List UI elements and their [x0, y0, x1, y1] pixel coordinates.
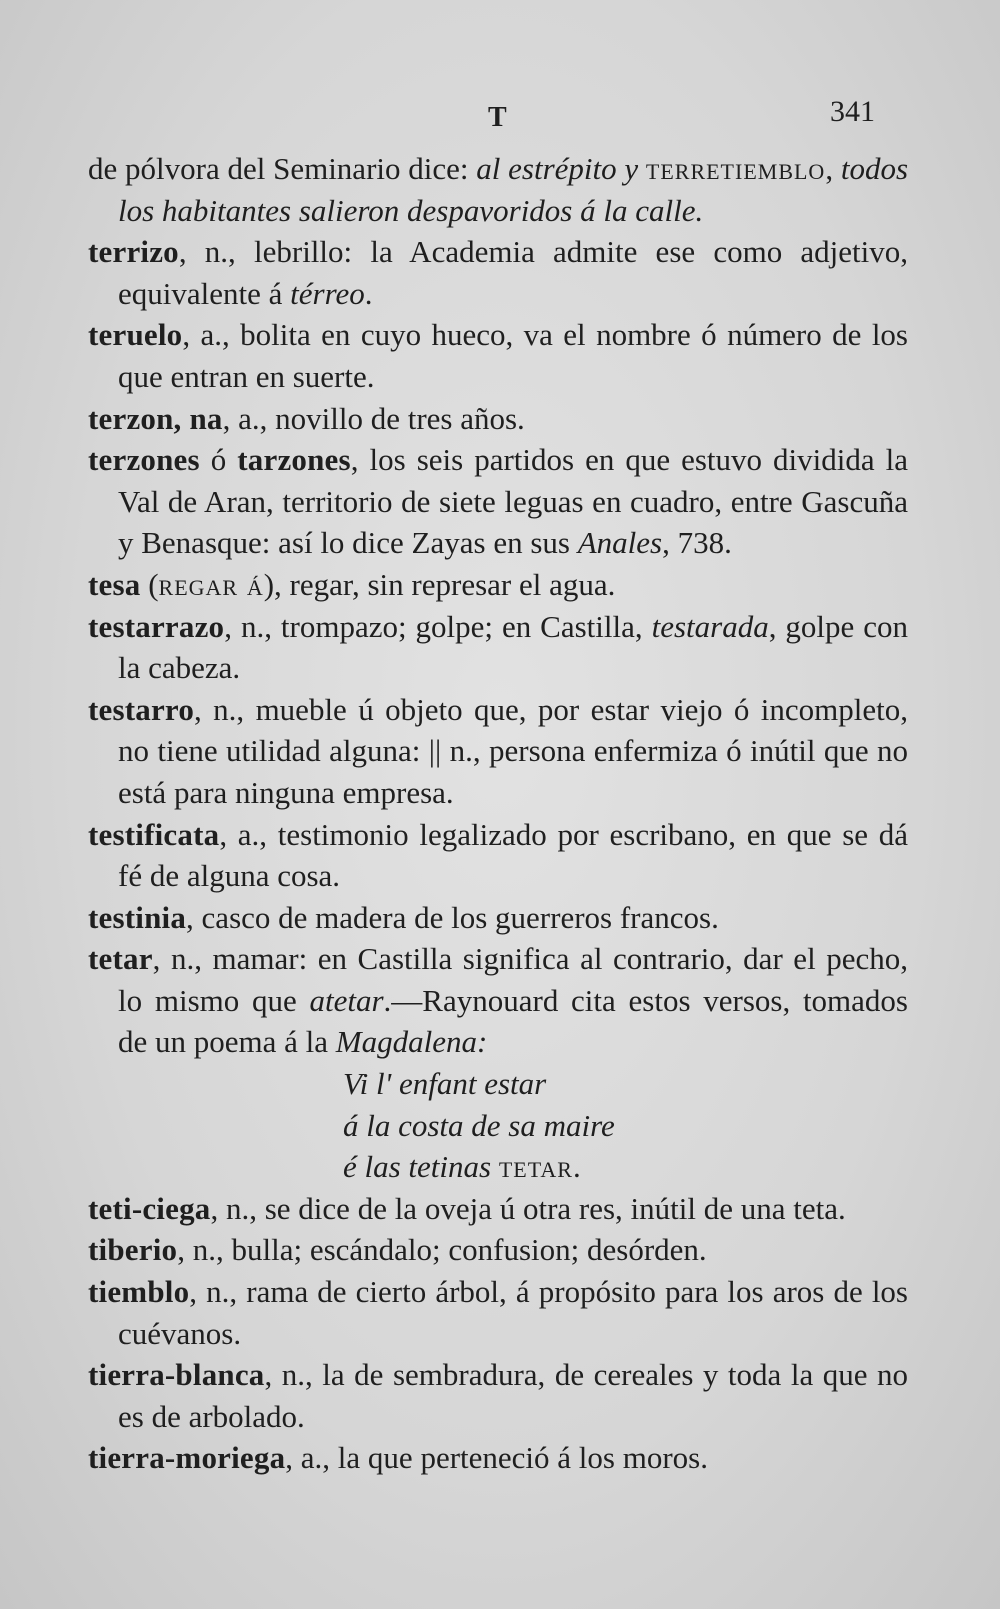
entry-testarrazo: testarrazo, n., trompazo; golpe; en Castilla, testarada, golpe con la cabeza. [88, 608, 908, 686]
entry-teruelo: teruelo, a., bolita en cuyo hueco, va el nombre ó número de los que entran en suerte. [88, 317, 908, 394]
entry-terzones: terzones ó tarzones, los seis partidos en que estuvo dividida la Val de Aran, territorio de siete leguas en cuadro, entre Gascuña y Benasque: así lo dice Zayas en sus Anales, 738. [88, 442, 908, 561]
entry-tiemblo: tiemblo, n., rama de cierto árbol, á propósito para los aros de los cuévanos. [88, 1274, 908, 1351]
verse-line: é las tetinas tetar. [343, 1149, 582, 1185]
headword: tesa [88, 566, 141, 602]
page-number: 341 [830, 95, 875, 128]
headword: tierra-moriega [88, 1440, 286, 1476]
headword: testificata [88, 816, 220, 852]
headword: teti-ciega [88, 1190, 211, 1226]
entry-tesa: tesa (regar á), regar, sin represar el agua. [88, 566, 616, 602]
entry-testarro: testarro, n., mueble ú objeto que, por estar viejo ó incompleto, no tiene utilidad alguna: || n., persona enfermiza ó inútil que no está para ninguna empresa. [88, 691, 908, 810]
dictionary-text [88, 148, 908, 1479]
entry-continuation: de pólvora del Seminario dice: al estrépito y terretiemblo, todos los habitantes salieron despavoridos á la calle. [88, 151, 909, 228]
verse-block [88, 1063, 908, 1188]
entry-tiberio: tiberio, n., bulla; escándalo; confusion; desórden. [88, 1232, 707, 1268]
headword: teruelo [88, 317, 183, 353]
headword: terrizo [88, 234, 179, 270]
entry-terrizo: terrizo, n., lebrillo: la Academia admite ese como adjetivo, equivalente á térreo. [88, 234, 908, 311]
headword-variant: tarzones [237, 442, 351, 478]
headword: terzon, na [88, 400, 223, 436]
headword: tiemblo [88, 1274, 190, 1310]
verse-line: á la costa de sa maire [343, 1107, 615, 1143]
entry-testificata: testificata, a., testimonio legalizado por escribano, en que se dá fé de alguna cosa. [88, 816, 908, 894]
headword: testarrazo [88, 608, 225, 644]
entry-tierra-moriega: tierra-moriega, a., la que perteneció á los moros. [88, 1440, 708, 1476]
entry-terzon: terzon, na, a., novillo de tres años. [88, 400, 525, 436]
headword: terzones [88, 442, 200, 478]
entry-tierra-blanca: tierra-blanca, n., la de sembradura, de cereales y toda la que no es de arbolado. [88, 1357, 908, 1434]
verse-line: Vi l' enfant estar [343, 1066, 547, 1102]
entry-teti-ciega: teti-ciega, n., se dice de la oveja ú otra res, inútil de una teta. [88, 1190, 846, 1226]
entry-tetar: tetar, n., mamar: en Castilla significa al contrario, dar el pecho, lo mismo que atetar.—Raynouard cita estos versos, tomados de un poema á la Magdalena: [88, 941, 908, 1060]
entry-testinia: testinia, casco de madera de los guerreros francos. [88, 899, 719, 935]
headword: tetar [88, 941, 153, 977]
headword: tiberio [88, 1232, 178, 1268]
headword: testarro [88, 691, 195, 727]
headword: tierra-blanca [88, 1357, 265, 1393]
headword: testinia [88, 899, 187, 935]
running-head-letter: T [488, 102, 507, 133]
